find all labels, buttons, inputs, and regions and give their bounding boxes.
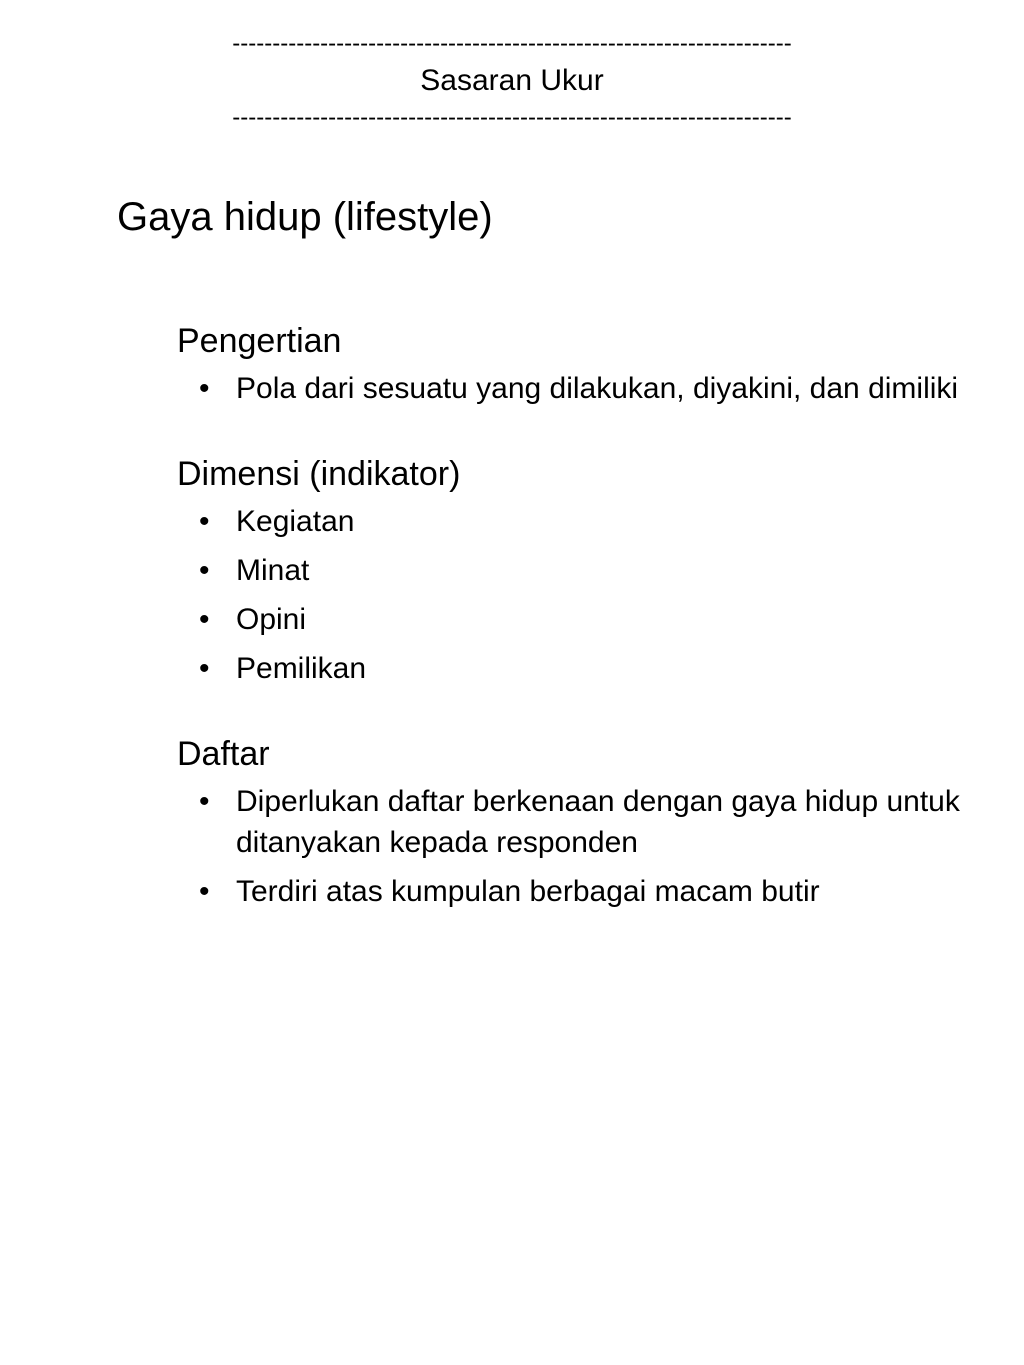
bullet-list <box>177 368 977 409</box>
section-dimensi <box>177 453 977 689</box>
list-item-text: Minat <box>236 554 310 587</box>
list-item-text: Pemilikan <box>236 652 367 685</box>
bullet-icon: • <box>199 505 210 538</box>
bullet-icon: • <box>199 372 210 405</box>
list-item <box>177 599 977 640</box>
slide-title: Gaya hidup (lifestyle) <box>117 195 493 239</box>
section-heading: Pengertian <box>177 322 342 360</box>
bullet-icon: • <box>199 875 210 908</box>
slide-header <box>0 30 1024 132</box>
section-pengertian <box>177 320 977 409</box>
bullet-icon: • <box>199 785 210 818</box>
bullet-icon: • <box>199 652 210 685</box>
header-title: Sasaran Ukur <box>420 64 604 97</box>
list-item <box>177 368 977 409</box>
list-item-text: Pola dari sesuatu yang dilakukan, diyakini, dan dimiliki <box>236 372 959 405</box>
section-heading: Daftar <box>177 735 270 773</box>
slide-content <box>177 320 977 956</box>
bullet-icon: • <box>199 554 210 587</box>
list-item-text: Kegiatan <box>236 505 355 538</box>
section-heading: Dimensi (indikator) <box>177 455 461 493</box>
list-item <box>177 550 977 591</box>
header-divider-top: ---------------------------------------------------------------------- <box>232 30 792 57</box>
section-daftar <box>177 733 977 912</box>
header-divider-bottom: ---------------------------------------------------------------------- <box>232 104 792 131</box>
list-item <box>177 648 977 689</box>
list-item-text: Diperlukan daftar berkenaan dengan gaya hidup untuk ditanyakan kepada responden <box>236 785 960 859</box>
list-item <box>177 501 977 542</box>
list-item <box>177 781 977 863</box>
bullet-list <box>177 781 977 912</box>
list-item-text: Terdiri atas kumpulan berbagai macam butir <box>236 875 820 908</box>
list-item-text: Opini <box>236 603 307 636</box>
bullet-icon: • <box>199 603 210 636</box>
bullet-list <box>177 501 977 689</box>
list-item <box>177 871 977 912</box>
